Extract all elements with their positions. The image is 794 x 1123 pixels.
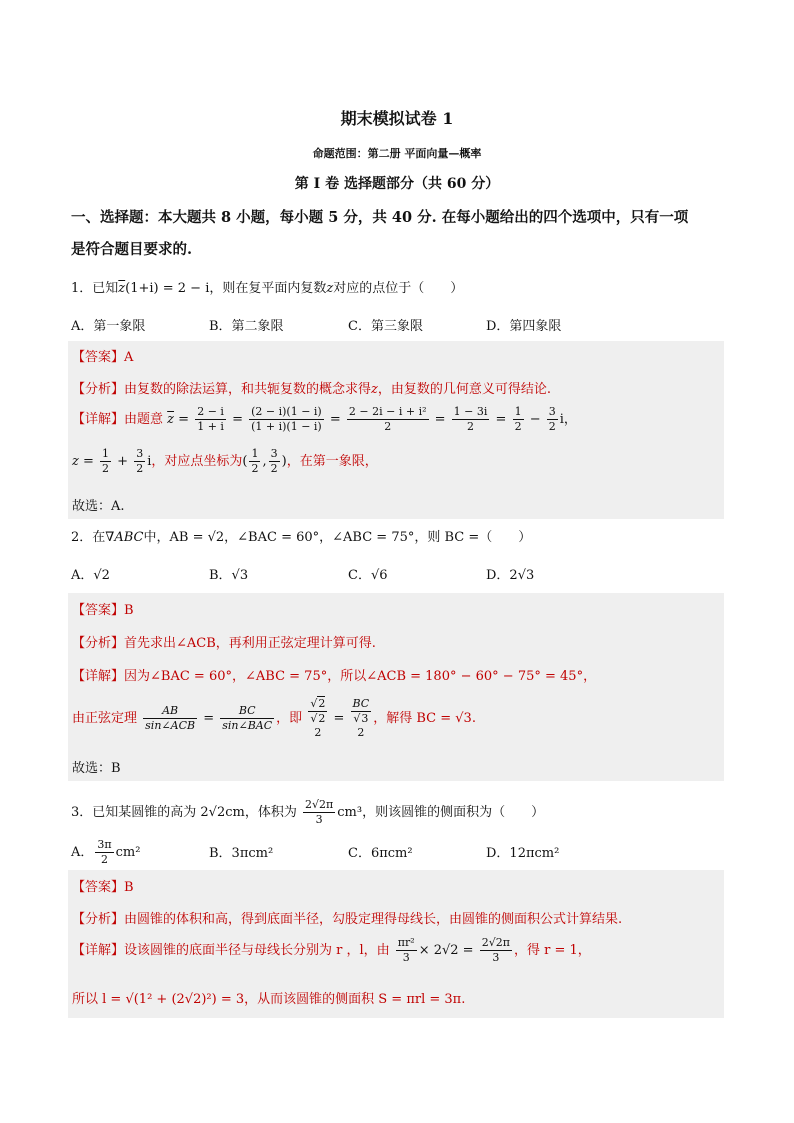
option-d: D．12πcm²: [486, 846, 560, 861]
analysis-text: ，由复数的几何意义可得结论.: [377, 382, 552, 397]
fraction: $\frac{2 - i}{1 + i}$: [197, 405, 224, 433]
detail-text: ，在第一象限，: [286, 454, 378, 469]
stem-text: (1+i) = 2 − i，则在复平面内复数: [125, 281, 327, 296]
nested-fraction: BC √3 2: [352, 697, 370, 739]
detail-row: 【详解】由题意 $\overline{z}$ = $\frac{2 - i}{1 + i}$ = $\frac{(2 - i)(1 - i)}{(1 + i)(1 - i)}$ = $\frac{\text{2 − 2i − i + i²}}{2}$ = $\frac{1 - 3i}{2}$ = $\frac{1}{2}$ − $\frac{3}{2}$ i，: [72, 405, 577, 433]
answer-row: [72, 346, 133, 365]
fraction: $\frac{3}{2}$: [270, 447, 278, 475]
section-heading: 第 I 卷 选择题部分（共 60 分）: [294, 176, 500, 192]
question-3-solution: [68, 870, 724, 1018]
question-number: 2．: [71, 530, 93, 545]
analysis-label: 【分析】: [72, 636, 125, 651]
question-1-options: [71, 315, 671, 333]
detail-text: ，对应点坐标为: [151, 454, 243, 469]
fraction: $\frac{\text{πr²}}{3}$: [397, 936, 415, 964]
fraction: $\frac{BC}{\text{sin∠BAC}}$: [222, 704, 273, 732]
conclusion-row: 故选：A.: [72, 499, 125, 514]
analysis-row: [72, 632, 376, 651]
conjugate-z: $\overline{z}$: [118, 281, 126, 296]
scope-subtitle: 命题范围：第二册 平面向量—概率: [312, 147, 482, 160]
fraction: $\frac{1 - 3i}{2}$: [453, 405, 488, 433]
analysis-text: 由圆锥的体积和高，得到底面半径，勾股定理得母线长，由圆锥的侧面积公式计算结果.: [124, 912, 623, 927]
analysis-text: 由复数的除法运算，和共轭复数的概念求得: [124, 382, 372, 397]
instructions-line-2: 是符合题目要求的.: [71, 241, 193, 258]
question-2-options: [71, 564, 671, 582]
fraction: $\frac{3}{2}$: [548, 405, 556, 433]
analysis-row: [72, 908, 622, 927]
conjugate-z: $\overline{z}$: [167, 412, 175, 427]
stem-text: 中，AB = √2，∠BAC = 60°，∠ABC = 75°，则 BC =（ ）: [143, 530, 532, 545]
answer-label: 【答案】: [72, 880, 125, 895]
answer-value: B: [124, 603, 134, 618]
option-a: A．√2: [71, 568, 110, 583]
detail-label: 【详解】: [72, 669, 125, 684]
fraction: $\frac{\text{2 − 2i − i + i²}}{2}$: [348, 405, 427, 433]
stem-text: 已知某圆锥的高为 2√2cm，体积为: [92, 805, 297, 820]
instructions-line-1: 一、选择题：本大题共 8 小题，每小题 5 分，共 40 分. 在每小题给出的四个选项中，只有一项: [71, 209, 689, 226]
option-b: B．√3: [209, 568, 249, 583]
answer-row: [72, 599, 134, 618]
stem-text: 已知: [92, 281, 119, 296]
question-3-options: [71, 838, 671, 868]
detail-label: 【详解】: [72, 412, 125, 427]
fraction: $\frac{3}{2}$: [136, 447, 144, 475]
option-c: C．第三象限: [348, 319, 423, 334]
fraction: $\frac{1}{2}$: [102, 447, 110, 475]
detail-row-2: 由正弦定理 $\frac{AB}{\text{sin∠ACB}}$ = $\frac{BC}{\text{sin∠BAC}}$ ，即 √2 √2 2 = BC √3 2 ，解得 BC = √3.: [72, 697, 476, 739]
option-b: B．3πcm²: [209, 846, 274, 861]
triangle-symbol: ∇ABC: [105, 530, 144, 545]
detail-text: 由题意: [124, 412, 164, 427]
detail-row-2: z = $\frac{1}{2}$ + $\frac{3}{2}$ i，对应点坐标为( $\frac{1}{2}$ , $\frac{3}{2}$ )，在第一象限，: [72, 447, 378, 475]
fraction: $\frac{1}{2}$: [514, 405, 522, 433]
question-3-stem: [71, 798, 544, 827]
detail-label: 【详解】: [72, 943, 125, 958]
option-c: C．6πcm²: [348, 846, 413, 861]
answer-value: B: [124, 880, 134, 895]
detail-row-2: [72, 988, 465, 1007]
question-1-stem: [71, 277, 463, 296]
detail-text: 所以 l = √(1² + (2√2)²) = 3，从而该圆锥的侧面积 S = πrl = 3π.: [72, 992, 466, 1007]
option-c: C．√6: [348, 568, 388, 583]
var-z: z: [326, 281, 334, 296]
option-a: A． $\frac{3\pi}{2}$ cm²: [71, 838, 141, 866]
detail-row: [72, 936, 591, 965]
detail-text: ，解得 BC = √3.: [373, 711, 476, 726]
answer-label: 【答案】: [72, 603, 125, 618]
stem-text: 对应的点位于（ ）: [333, 281, 464, 296]
page-title: 期末模拟试卷 1: [340, 109, 454, 128]
nested-fraction: √2 √2 2: [310, 697, 326, 739]
fraction: $\frac{1}{2}$: [251, 447, 259, 475]
stem-text: cm³，则该圆锥的侧面积为（ ）: [337, 805, 545, 820]
option-d: D．2√3: [486, 568, 535, 583]
detail-text: ，得 r = 1，: [513, 943, 591, 958]
detail-text: ，即: [276, 711, 303, 726]
detail-text: × 2√2 =: [418, 943, 474, 958]
question-2-stem: [71, 526, 531, 545]
question-number: 3．: [71, 805, 93, 820]
fraction: $\frac{2√2\pi}{3}$: [305, 798, 334, 826]
option-b: B．第二象限: [209, 319, 284, 334]
answer-value: A: [124, 350, 134, 365]
analysis-text: 首先求出∠ACB，再利用正弦定理计算可得.: [124, 636, 376, 651]
fraction: $\frac{AB}{\text{sin∠ACB}}$: [145, 704, 196, 732]
analysis-label: 【分析】: [72, 912, 125, 927]
detail-text: 设该圆锥的底面半径与母线长分别为 r ，l，由: [124, 943, 390, 958]
question-2-solution: [68, 593, 724, 781]
stem-text: 在: [92, 530, 106, 545]
var-z: z: [371, 382, 378, 397]
detail-row: [72, 665, 596, 684]
question-number: 1．: [71, 281, 93, 296]
option-a: A．第一象限: [71, 319, 146, 334]
detail-text: 因为∠BAC = 60°，∠ABC = 75°，所以∠ACB = 180° − 60° − 75° = 45°，: [124, 669, 597, 684]
option-d: D．第四象限: [486, 319, 562, 334]
fraction: $\frac{(2 - i)(1 - i)}{(1 + i)(1 - i)}$: [251, 405, 322, 433]
detail-text: 由正弦定理: [72, 711, 138, 726]
conclusion-row: 故选：B: [72, 761, 121, 776]
answer-row: [72, 876, 134, 895]
analysis-label: 【分析】: [72, 382, 125, 397]
fraction: $\frac{2√2\pi}{3}$: [481, 936, 510, 964]
analysis-row: [72, 378, 551, 397]
question-1-solution: [68, 341, 724, 519]
answer-label: 【答案】: [72, 350, 125, 365]
